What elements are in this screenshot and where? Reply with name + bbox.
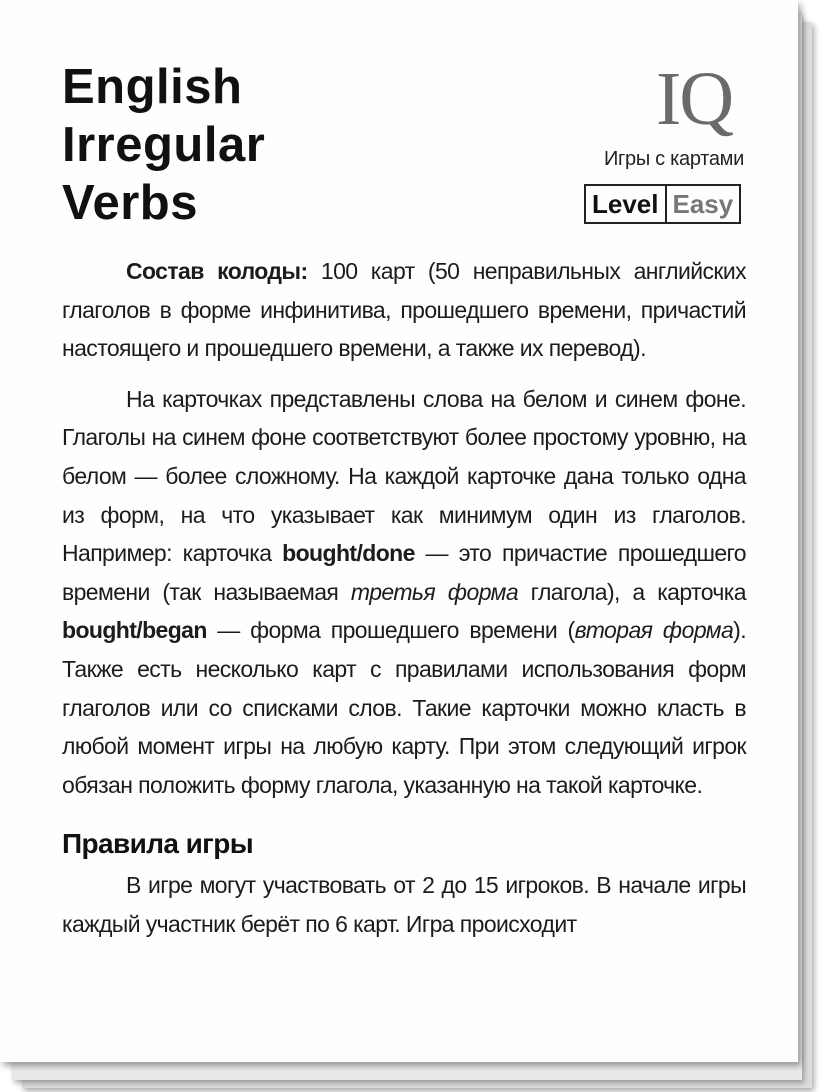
- description-text: На карточках представлены слова на белом и синем фоне. Глаголы на синем фоне соответствуют более простому уровню, на белом — более сложному. На каждой карточке дана только одна из форм, на что указывает как минимум один из глаголов. Например: карточка: [62, 385, 746, 567]
- iq-logo: IQ: [656, 57, 733, 141]
- body-text: [62, 252, 746, 944]
- description-text: — это причастие прошедшего времени (так называемая: [62, 540, 746, 605]
- italic-term: третья форма: [350, 578, 519, 605]
- example-card: bought/began: [62, 617, 207, 644]
- description-text: глагола), а карточка: [518, 578, 746, 605]
- example-card: bought/done: [282, 540, 415, 567]
- level-badge: [584, 184, 741, 224]
- page-title: [62, 58, 265, 232]
- title-line: Irregular: [62, 118, 266, 172]
- italic-term: вторая форма: [574, 617, 734, 644]
- rules-heading: Правила игры: [62, 828, 254, 860]
- title-line: English: [62, 60, 243, 114]
- description-text: — форма прошедшего времени (: [206, 617, 575, 644]
- rules-paragraph: В игре могут участвовать от 2 до 15 игроков. В начале игры каждый участник берёт по 6 карт. Игра происходит: [62, 872, 746, 937]
- intro-paragraph: [62, 252, 746, 368]
- brand-block: [584, 56, 744, 226]
- description-paragraph: [62, 380, 746, 805]
- level-label: Level: [586, 186, 667, 222]
- level-value: Easy: [672, 189, 734, 219]
- title-line: Verbs: [62, 176, 198, 230]
- intro-text: 100 карт (50 неправильных английских глаголов в форме инфинитива, прошедшего времени, причастий настоящего и прошедшего времени, а также их перевод).: [62, 258, 746, 362]
- description-text: ). Также есть несколько карт с правилами использования форм глаголов или со списками слов. Такие карточки можно класть в любой момент игры на любую карту. При этом следующий игрок обязан положить форму глагола, указанную на такой карточке.: [62, 617, 747, 798]
- brand-subtitle: Игры с картами: [603, 148, 744, 170]
- intro-lead: Состав колоды:: [126, 258, 308, 284]
